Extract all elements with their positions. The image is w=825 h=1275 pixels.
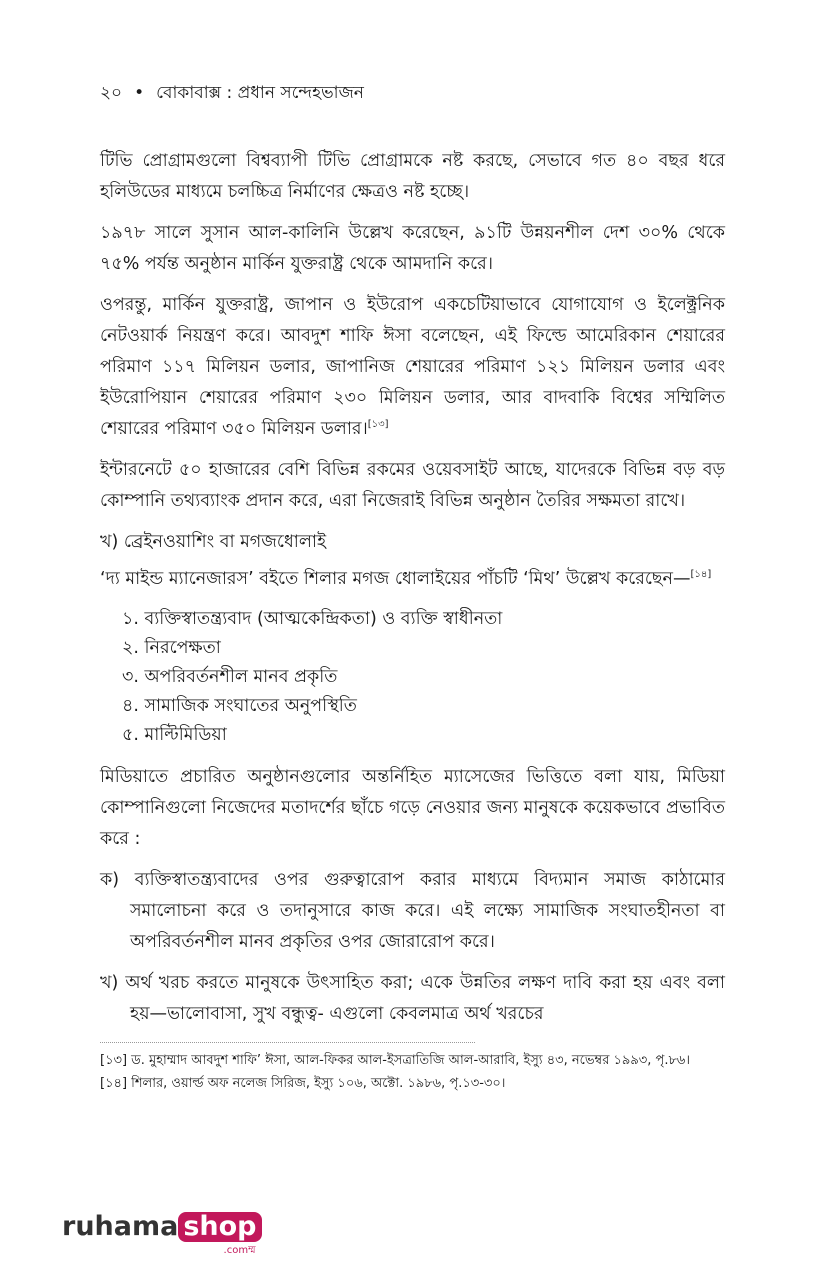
list-item: ১. ব্যক্তিস্বাতন্ত্র্যবাদ (আত্মকেন্দ্রিকতা) ও ব্যক্তি স্বাধীনতা xyxy=(122,609,503,629)
list-item: ৩. অপরিবর্তনশীল মানব প্রকৃতি xyxy=(122,667,338,687)
paragraph-4: ইন্টারনেটে ৫০ হাজারের বেশি বিভিন্ন রকমের ওয়েবসাইট আছে, যাদেরকে বিভিন্ন বড় বড় কোম্পানি তথ্যব্যাংক প্রদান করে, এরা নিজেরাই বিভিন্ন অনুষ্ঠান তৈরির সক্ষমতা রাখে। xyxy=(100,460,725,511)
paragraph-2: ১৯৭৮ সালে সুসান আল-কালিনি উল্লেখ করেছেন, ৯১টি উন্নয়নশীল দেশ ৩০% থেকে ৭৫% পর্যন্ত অনুষ্ঠান মার্কিন যুক্তরাষ্ট্র থেকে আমদানি করে। xyxy=(100,223,725,274)
paragraph-1: টিভি প্রোগ্রামগুলো বিশ্বব্যাপী টিভি প্রোগ্রামকে নষ্ট করছে, সেভাবে গত ৪০ বছর ধরে হলিউডের মাধ্যমে চলচ্চিত্র নির্মাণের ক্ষেত্রও নষ্ট হচ্ছে। xyxy=(100,151,725,202)
list-item: ৪. সামাজিক সংঘাতের অনুপস্থিতি xyxy=(122,696,357,716)
footnote-ref-14[interactable]: [১৪] xyxy=(690,569,712,581)
myths-intro-text: ‘দ্য মাইন্ড ম্যানেজারস’ বইতে শিলার মগজ ধোলাইয়ের পাঁচটি ‘মিথ’ উল্লেখ করেছেন— xyxy=(100,569,691,589)
book-page xyxy=(100,80,725,1095)
book-title: বোকাবাক্স : প্রধান সন্দেহভাজন xyxy=(156,83,364,103)
logo-word-ruhama: ruhama xyxy=(62,1211,179,1242)
section-subheading: খ) ব্রেইনওয়াশিং বা মগজধোলাই xyxy=(100,532,327,552)
footnote-14: [১৪] শিলার, ওয়ার্ল্ড অফ নলেজ সিরিজ, ইস্যু ১০৬, অক্টো. ১৯৮৬, পৃ.১৩-৩০। xyxy=(100,1076,506,1091)
list-item: ২. নিরপেক্ষতা xyxy=(122,638,221,658)
footnote-divider xyxy=(100,1042,475,1043)
logo-shop-box xyxy=(178,1212,261,1260)
list-item: ৫. মাল্টিমিডিয়া xyxy=(122,725,227,745)
header-bullet: • xyxy=(134,83,145,103)
footnote-ref-13[interactable]: [১৩] xyxy=(367,419,389,431)
myths-intro xyxy=(100,564,725,595)
running-header xyxy=(100,80,725,120)
ruhama-shop-logo xyxy=(62,1212,262,1260)
media-paragraph: মিডিয়াতে প্রচারিত অনুষ্ঠানগুলোর অন্তর্নিহিত ম্যাসেজের ভিত্তিতে বলা যায়, মিডিয়া কোম্পানিগুলো নিজেদের মতাদর্শের ছাঁচে গড়ে নেওয়ার জন্য মানুষকে কয়েকভাবে প্রভাবিত করে : xyxy=(100,767,725,849)
point-ka: ক) ব্যক্তিস্বাতন্ত্র্যবাদের ওপর গুরুত্বারোপ করার মাধ্যমে বিদ্যমান সমাজ কাঠামোর সমালোচনা করে ও তদানুসারে কাজ করে। এই লক্ষ্যে সামাজিক সংঘাতহীনতা বা অপরিবর্তনশীল মানব প্রকৃতির ওপর জোরারোপ করে। xyxy=(100,870,725,952)
paragraph-3-text: ওপরন্তু, মার্কিন যুক্তরাষ্ট্র, জাপান ও ইউরোপ একচেটিয়াভাবে যোগাযোগ ও ইলেক্ট্রনিক নেটওয়ার্ক নিয়ন্ত্রণ করে। আবদুশ শাফি ঈসা বলেছেন, এই ফিল্ডে আমেরিকান শেয়ারের পরিমাণ ১১৭ মিলিয়ন ডলার, জাপানিজ শেয়ারের পরিমাণ ১২১ মিলিয়ন ডলার এবং ইউরোপিয়ান শেয়ারের পরিমাণ ২৩০ মিলিয়ন ডলার, আর বাদবাকি বিশ্বের সম্মিলিত শেয়ারের পরিমাণ ৩৫০ মিলিয়ন ডলার। xyxy=(100,295,725,439)
logo-word-shop: shop xyxy=(178,1212,261,1242)
logo-domain: .comম্ম xyxy=(223,1245,256,1256)
paragraph-3 xyxy=(100,290,725,445)
footnote-13: [১৩] ড. মুহাম্মাদ আবদুশ শাফি’ ঈসা, আল-ফিকর আল-ইসত্রাতিজি আল-আরাবি, ইস্যু ৪৩, নভেম্বর ১৯৯৩, পৃ.৮৬। xyxy=(100,1053,690,1068)
page-number: ২০ xyxy=(100,83,123,103)
point-kha: খ) অর্থ খরচ করতে মানুষকে উৎসাহিত করা; একে উন্নতির লক্ষণ দাবি করা হয় এবং বলা হয়—ভালোবাসা, সুখ বন্ধুত্ব- এগুলো কেবলমাত্র অর্থ খরচের xyxy=(100,973,725,1024)
myths-list xyxy=(100,605,725,750)
